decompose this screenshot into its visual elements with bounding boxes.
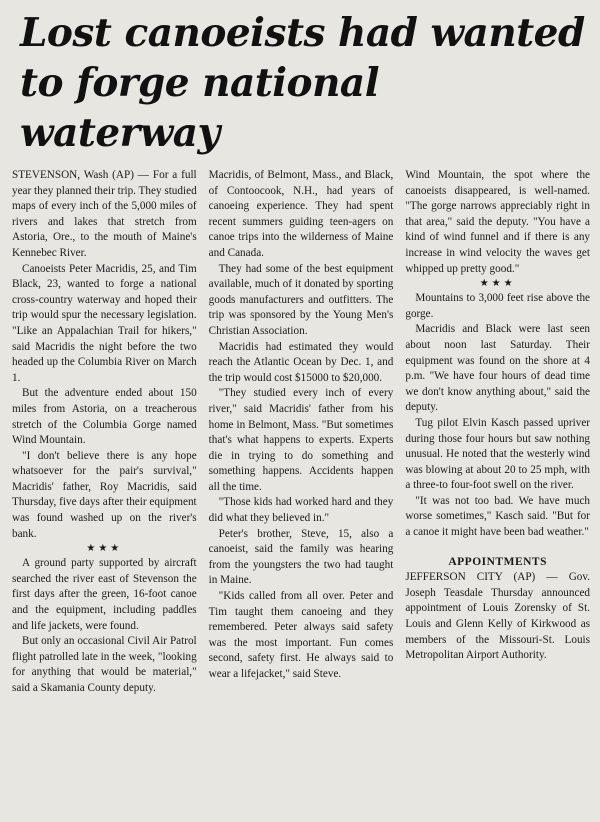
column-1 — [12, 168, 197, 697]
column-2 — [209, 168, 394, 697]
headline — [12, 8, 590, 158]
headline-line-1: Lost canoeists had wanted — [20, 10, 585, 56]
paragraph: But only an occasional Civil Air Patrol flight patrolled late in the week, "looking for anything that would be material," said a Skamania County deputy. — [12, 635, 197, 694]
paragraph: "Those kids had worked hard and they did what they believed in." — [208, 496, 394, 525]
headline-line-2: to forge national waterway — [20, 60, 380, 156]
section-break-stars: ★★★ — [86, 543, 123, 555]
paragraph: "Kids called from all over. Peter and Tim taught them canoeing and they remembered. Peter always said safety was the most important. Fun comes second, safety first. He always said to wear a lifejacket," said Steve. — [208, 590, 394, 680]
appointments-heading: APPOINTMENTS — [448, 555, 547, 568]
paragraph: Wind Mountain, the spot where the canoeists disappeared, is well-named. "The gorge narrows appreciably right in that area," said the deputy. "You have a kind of wind funnel and if there is any increase in wind velocity the waves get whipped up pretty good." — [405, 169, 591, 275]
appointments-dateline: JEFFERSON CITY (AP) — — [405, 571, 558, 584]
paragraph: Macridis and Black were last seen about noon last Saturday. Their equipment was found on the shore at 4 p.m. "We have four hours of dead time we don't know anything about," said the deputy. — [405, 323, 591, 414]
paragraph: "They studied every inch of every river," said Macridis' father from his home in Belmont, Mass. "But sometimes that's what happens to experts. Experts die in trying to do something and something happens. Accidents happen all the time. — [208, 387, 394, 493]
paragraph: STEVENSON, Wash (AP) — For a full year they planned their trip. They studied maps of every inch of the 5,000 miles of rivers and lakes that stretch from Astoria, Ore., to the mouth of Maine's Kennebec River. — [12, 169, 197, 259]
paragraph: "I don't believe there is any hope whatsoever for the pair's survival," Macridis' father, Roy Macridis, said Thursday, five days after their equipment was found washed up on the river's bank. — [12, 449, 197, 540]
column-3 — [405, 168, 590, 697]
paragraph: Macridis had estimated they would reach the Atlantic Ocean by Dec. 1, and the trip would cost $15000 to $20,000. — [208, 340, 394, 384]
paragraph: They had some of the best equipment available, much of it donated by sporting goods manufacturers and outfitters. The trip was sponsored by the Young Men's Christian Association. — [208, 262, 394, 337]
paragraph: Tug pilot Elvin Kasch passed upriver during those four hours but saw nothing unusual. He noted that the westerly wind was blowing at about 20 to 25 mph, with a three-to four-foot swell on the river. — [405, 416, 591, 492]
section-break-stars: ★★★ — [479, 278, 516, 290]
paragraph: Mountains to 3,000 feet rise above the gorge. — [405, 292, 591, 320]
paragraph: Peter's brother, Steve, 15, also a canoeist, said the family was hearing from the youngsters the two had taught in Maine. — [208, 527, 394, 587]
article-columns — [12, 168, 590, 697]
paragraph: Macridis, of Belmont, Mass., and Black, of Contoocook, N.H., had years of canoeing experience. They had spent recent summers guiding teen-agers on canoe trips into the wilderness of Maine and Canada. — [208, 169, 394, 259]
appointments-paragraph — [405, 570, 590, 664]
paragraph: "It was not too bad. We have much worse sometimes," Kasch said. "But for a canoe it might have been bad weather." — [405, 494, 591, 539]
paragraph: But the adventure ended about 150 miles from Astoria, on a treacherous stretch of the Columbia Gorge named Wind Mountain. — [12, 387, 197, 447]
paragraph: A ground party supported by aircraft searched the river east of Stevenson the first days after the green, 16-foot canoe and the equipment, including paddles and life jackets, were found. — [12, 557, 197, 632]
paragraph: Canoeists Peter Macridis, 25, and Tim Black, 23, wanted to forge a national cross-country waterway and hoped their trip would spur the necessary legislation. "Like an Appalachian Trail for hikers," said Macridis the night before the two headed up the Columbia River on March 1. — [12, 262, 197, 384]
appointments-body: Gov. Joseph Teasdale Thursday announced appointment of Louis Zorensky of St. Louis and Glenn Kelly of Kirkwood as members of the Missouri-St. Louis Metropolitan Airport Authority. — [405, 571, 591, 662]
